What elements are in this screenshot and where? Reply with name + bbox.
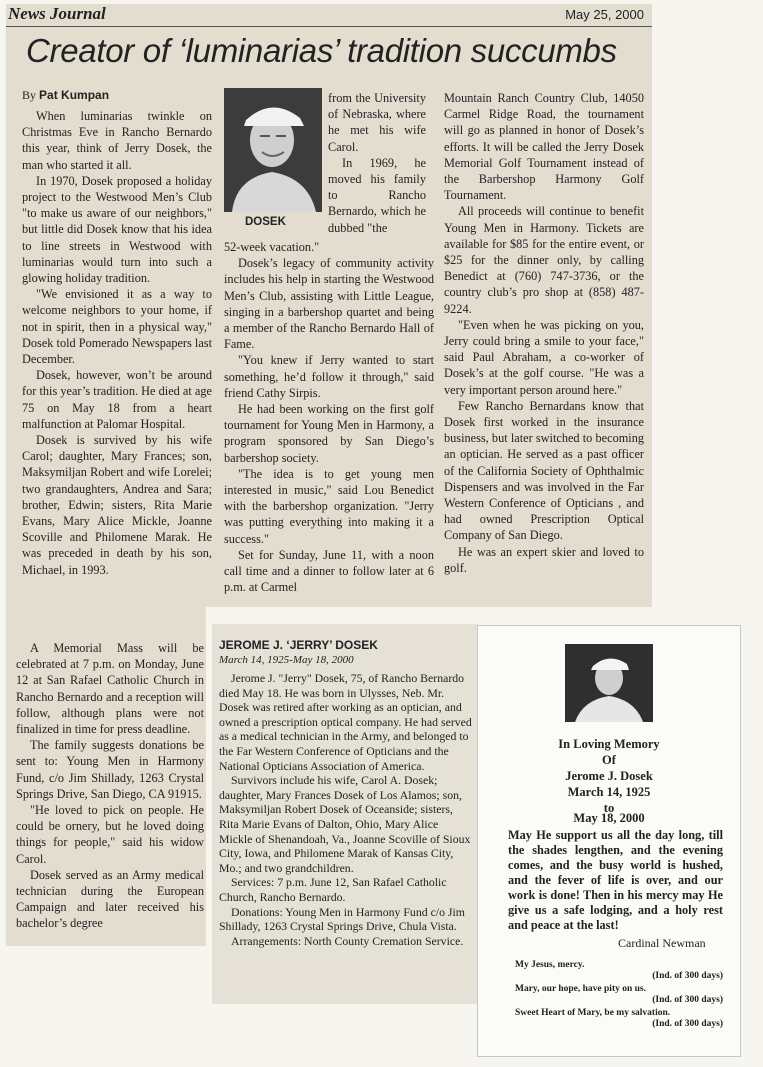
obituary-title: JEROME J. ‘JERRY’ DOSEK [219, 638, 378, 652]
prayer-author: Cardinal Newman [618, 936, 706, 950]
photo-caption: DOSEK [245, 216, 286, 228]
memorial-prayer: May He support us all the day long, till the shades lengthen, and the evening comes, and the busy world is hushed, and the fever of life is over, and our work is done! Then in his mercy may He give us a safe lodging, and a holy rest and peace at the last! [508, 828, 723, 932]
memorial-photo [565, 644, 653, 722]
paragraph: 52-week vacation." [224, 240, 320, 254]
paragraph: "The idea is to get young men interested in music," said Lou Benedict with the barbershop organization. "Jerry was putting everything into making it a success." [224, 466, 434, 546]
paragraph: Donations: Young Men in Harmony Fund c/o Jim Shillady, 1263 Crystal Springs Drive, Chula Vista. [219, 904, 465, 934]
paragraph: Dosek is survived by his wife Carol; daughter, Mary Frances; son, Maksymiljan Robert and wife Lorelei; two grandaughters, Andrea and Sara; brother, Edwin; sisters, Rita Marie Evans, Mary Alice Mickle, Joanne Scoville and Philomene Marak. He was preceded in death by his son, Michael, in 1993. [22, 433, 212, 577]
paragraph: The family suggests donations be sent to: Young Men in Harmony Fund, c/o Jim Shillady, 1263 Crystal Springs Drive, San Diego, CA 91915. [16, 738, 204, 801]
paragraph: He had been working on the first golf tournament for Young Men in Harmony, a program sponsored by San Diego’s barbershop society. [224, 402, 434, 465]
prayer-text: Sweet Heart of Mary, be my salvation. [515, 1008, 671, 1018]
memorial-line: In Loving Memory [558, 737, 660, 751]
memorial-line: Of [602, 753, 616, 767]
indulgence-prayer [515, 1008, 735, 1030]
publication-date: May 25, 2000 [565, 7, 644, 22]
memorial-death-date: May 18, 2000 [573, 811, 645, 825]
paragraph: "He loved to pick on people. He could be ornery, but he loved doing things for people," said his widow Carol. [16, 803, 204, 866]
article-clipping [6, 4, 652, 607]
paragraph: Few Rancho Bernardans know that Dosek first worked in the insurance business, but later switched to becoming an optician. He served as a past officer of the California Society of Ophthalmic Dispensers and was involved in the Far Western Conference of Opticians , and had owned Prescription Optical Company of San Diego. [444, 398, 644, 543]
prayer-text: Mary, our hope, have pity on us. [515, 984, 646, 994]
article-column-2-top [328, 90, 426, 236]
article-column-1-continued [16, 640, 204, 932]
paragraph: All proceeds will continue to benefit Young Men in Harmony. Tickets are available for $85 for the entire event, or $25 for the dinner only, by calling Benedict at (760) 747-3736, or the country club’s pro shop at (858) 487-9224. [444, 204, 644, 316]
paragraph: When luminarias twinkle on Christmas Eve in Rancho Bernardo this year, think of Jerry Dosek, the man who started it all. [22, 109, 212, 172]
prayer-indulgence: (Ind. of 300 days) [652, 995, 723, 1005]
memorial-name: Jerome J. Dosek [565, 769, 653, 783]
paragraph: "We envisioned it as a way to welcome neighbors to your home, if not in spirit, then in a physical way," Dosek told Pomerado Newspapers last December. [22, 287, 212, 367]
byline-author: Pat Kumpan [39, 88, 110, 102]
paragraph: He was an expert skier and loved to golf. [444, 544, 644, 575]
article-clipping-continued [6, 600, 206, 946]
memorial-birth-date: March 14, 1925 [567, 785, 651, 799]
paragraph: Arrangements: North County Cremation Service. [231, 933, 464, 948]
newspaper-name: News Journal [8, 4, 106, 23]
byline [22, 88, 109, 103]
paragraph: Dosek’s legacy of community activity includes his help in starting the Westwood Men’s Club, assisting with Little League, singing in a barbershop quartet and being a member of the Rancho Bernardo Hall of Fame. [224, 256, 434, 352]
article-column-1 [22, 108, 212, 578]
article-column-3 [444, 90, 644, 576]
prayer-text: My Jesus, mercy. [515, 960, 585, 970]
headline: Creator of ‘luminarias’ tradition succumbs [26, 32, 617, 69]
masthead [6, 4, 652, 27]
article-column-2 [224, 239, 434, 595]
prayer-indulgence: (Ind. of 300 days) [652, 971, 723, 981]
author-photo [224, 88, 322, 212]
memorial-card [477, 625, 741, 1057]
byline-prefix: By [22, 88, 37, 102]
paragraph: Mountain Ranch Country Club, 14050 Carmel Ridge Road, the tournament will go as planned in honor of Dosek’s efforts. It will be called the Jerry Dosek Memorial Golf Tournament instead of the Barbershop Harmony Golf Tournament. [444, 91, 644, 203]
paragraph: Survivors include his wife, Carol A. Dosek; daughter, Mary Frances Dosek of Los Alamos; son, Maksymiljan Robert Dosek of Oceanside; sisters, Rita Marie Evans of Dalton, Ohio, Mary Alice Mickle of Shenandoah, Va., Joanne Scoville of Sioux City, Iowa, and Philomene Marak of Kansas City, Mo.; and two grandchildren. [219, 773, 471, 875]
paragraph: In 1969, he moved his family to Rancho Bernardo, which he dubbed "the [328, 155, 426, 235]
indulgence-prayer [515, 960, 735, 982]
paragraph: from the University of Nebraska, where he met his wife Carol. [328, 91, 426, 154]
indulgence-prayer [515, 984, 735, 1006]
obituary-body [219, 671, 473, 948]
paragraph: "You knew if Jerry wanted to start something, he’d follow it through," said friend Cathy Sirpis. [224, 353, 434, 400]
paragraph: Services: 7 p.m. June 12, San Rafael Catholic Church, Rancho Bernardo. [219, 875, 447, 904]
paragraph: In 1970, Dosek proposed a holiday project to the Westwood Men’s Club "to make us aware of our neighbors," but little did Dosek know that his idea to line streets in Westwood with luminarias would turn into such a glowing holiday tradition. [22, 173, 212, 286]
obituary-notice [212, 624, 478, 1004]
paragraph: Set for Sunday, June 11, with a noon call time and a dinner to follow later at 6 p.m. at Carmel [224, 547, 434, 595]
memorial-line: to [603, 801, 615, 815]
paragraph: Jerome J. "Jerry" Dosek, 75, of Rancho Bernardo died May 18. He was born in Ulysses, Neb. Mr. Dosek was retired after working as an optician, and owned a prescription optical company. He had served as a medical technician in the Army, and belonged to the Far Western Conference of Opticians and the National Opticians Association of America. [219, 671, 472, 773]
paragraph: A Memorial Mass will be celebrated at 7 p.m. on Monday, June 12 at San Rafael Catholic Church in Rancho Bernardo and a reception will follow, although plans were not finalized in time for press deadline. [16, 641, 204, 737]
paragraph: "Even when he was picking on you, Jerry could bring a smile to your face," said Paul Abraham, a co-worker of Dosek’s at the golf course. "He was a very important person around here." [444, 317, 644, 397]
prayer-indulgence: (Ind. of 300 days) [652, 1019, 723, 1029]
paragraph: Dosek, however, won’t be around for this year’s tradition. He died at age 75 on May 18 from a heart malfunction at Palomar Hospital. [22, 368, 212, 431]
paragraph: Dosek served as an Army medical technician during the European Campaign and later received his bachelor’s degree [16, 867, 204, 931]
obituary-dates: March 14, 1925-May 18, 2000 [219, 654, 354, 666]
